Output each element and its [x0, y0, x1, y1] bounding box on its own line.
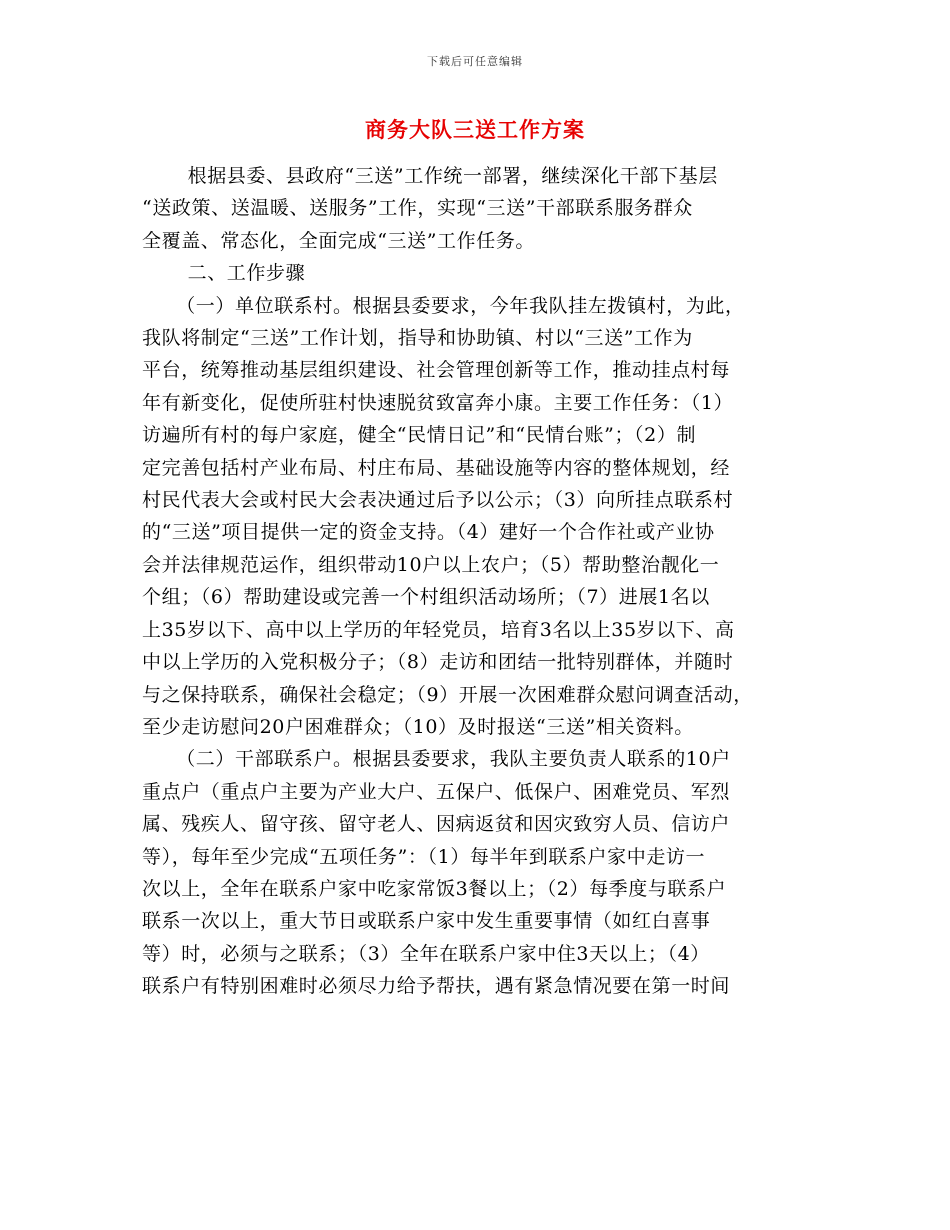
- text-line: 属、残疾人、留守孩、留守老人、因病返贫和因灾致穷人员、信访户: [142, 813, 731, 836]
- paragraph-cadre-household: [142, 743, 822, 1002]
- paragraph-unit-village: [142, 290, 822, 744]
- text-line: 我队将制定“三送”工作计划，指导和协助镇、村以“三送”工作为: [142, 327, 693, 350]
- text-line: （二）干部联系户。根据县委要求，我队主要负责人联系的10户: [176, 748, 731, 771]
- text-line: 平台，统筹推动基层组织建设、社会管理创新等工作，推动挂点村每: [142, 359, 731, 382]
- text-line: 中以上学历的入党积极分子；（8）走访和团结一批特别群体，并随时: [142, 651, 734, 674]
- text-line: 重点户（重点户主要为产业大户、五保户、低保户、困难党员、军烈: [142, 780, 731, 803]
- text-line: “送政策、送温暖、送服务”工作，实现“三送”干部联系服务群众: [142, 197, 693, 220]
- text-line: 年有新变化，促使所驻村快速脱贫致富奔小康。主要工作任务：（1）: [142, 391, 734, 414]
- text-line: 联系户有特别困难时必须尽力给予帮扶，遇有紧急情况要在第一时间: [142, 975, 731, 998]
- text-line: 访遍所有村的每户家庭，健全“民情日记”和“民情台账”；（2）制: [142, 424, 697, 447]
- text-line: （一）单位联系村。根据县委要求，今年我队挂左拨镇村，为此，: [176, 294, 745, 317]
- text-line: 与之保持联系，确保社会稳定；（9）开展一次困难群众慰问调查活动，: [142, 683, 753, 706]
- paragraph-intro: [142, 160, 822, 257]
- text-line: 全覆盖、常态化，全面完成“三送”工作任务。: [142, 229, 536, 252]
- document-body: [142, 160, 822, 1003]
- text-line: 定完善包括村产业布局、村庄布局、基础设施等内容的整体规划，经: [142, 456, 731, 479]
- text-line: 等）时，必须与之联系；（3）全年在联系户家中住3天以上；（4）: [142, 942, 710, 965]
- text-line: 个组；（6）帮助建设或完善一个村组织活动场所；（7）进展1名以: [142, 586, 710, 609]
- header-note: 下载后可任意编辑: [427, 55, 523, 68]
- text-line: 根据县委、县政府“三送”工作统一部署，继续深化干部下基层: [187, 165, 718, 187]
- text-line: 联系一次以上，重大节日或联系户家中发生重要事情（如红白喜事: [142, 910, 711, 933]
- section-heading: [142, 257, 822, 289]
- text-line: 次以上，全年在联系户家中吃家常饭3餐以上；（2）每季度与联系户: [142, 877, 727, 900]
- text-line: 至少走访慰问20户困难群众；（10）及时报送“三送”相关资料。: [142, 715, 694, 738]
- text-line: 等），每年至少完成“五项任务”：（1）每半年到联系户家中走访一: [142, 845, 706, 868]
- text-line: 二、工作步骤: [187, 262, 306, 285]
- text-line: 上35岁以下、高中以上学历的年轻党员，培育3名以上35岁以下、高: [142, 618, 735, 641]
- document-title: 商务大队三送工作方案: [365, 117, 585, 142]
- text-line: 的“三送”项目提供一定的资金支持。（4）建好一个合作社或产业协: [142, 521, 715, 544]
- text-line: 村民代表大会或村民大会表决通过后予以公示；（3）向所挂点联系村: [142, 489, 734, 512]
- text-line: 会并法律规范运作，组织带动10户以上农户；（5）帮助整治靓化一: [142, 553, 720, 576]
